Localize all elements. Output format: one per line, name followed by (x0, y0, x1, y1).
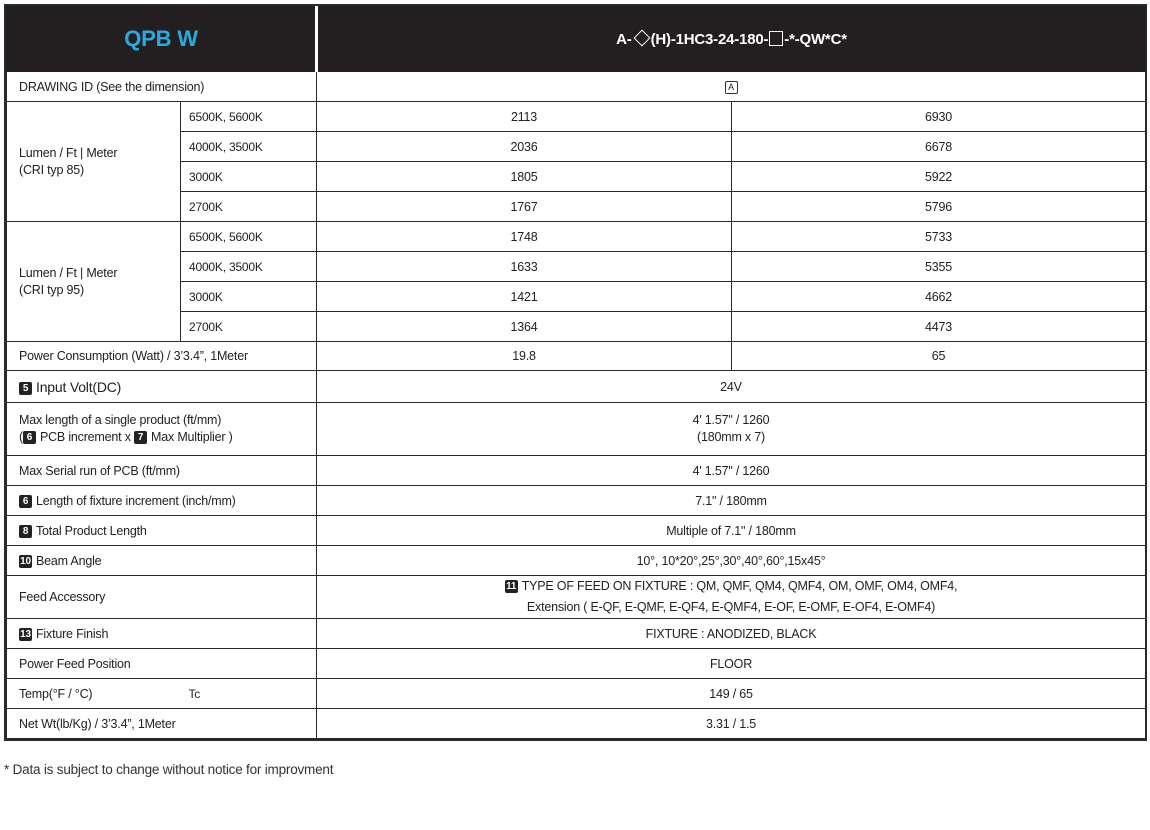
lumen-ft-value: 1364 (317, 312, 732, 342)
power-ft-value: 19.8 (317, 342, 732, 371)
beam-angle-row (7, 546, 1146, 576)
total-length-text: Total Product Length (36, 523, 147, 538)
lumen-ft-value: 1748 (317, 222, 732, 252)
total-length-value: Multiple of 7.1" / 180mm (317, 516, 1146, 546)
number-badge-icon: 10 (20, 555, 31, 567)
power-feed-position-label: Power Feed Position (7, 649, 317, 679)
lumen-ft-value: 2113 (317, 102, 732, 132)
feed-accessory-line1: TYPE OF FEED ON FIXTURE : QM, QMF, QM4, QMF4, OM, OMF, OM4, OMF4, (521, 579, 958, 593)
input-volt-text: Input Volt(DC) (36, 378, 122, 395)
max-serial-row (7, 456, 1146, 486)
lumen-m-value: 6930 (732, 102, 1146, 132)
lumen-ft-value: 2036 (317, 132, 732, 162)
lumen-m-value: 5733 (732, 222, 1146, 252)
model-name: QPB W (7, 7, 317, 72)
drawing-id-row (7, 72, 1146, 102)
cri95-label-line2: (CRI typ 95) (19, 282, 84, 297)
code-mid: (H)-1HC3-24-180- (650, 30, 769, 48)
max-length-mid: PCB increment x (39, 430, 135, 444)
number-badge-icon: 5 (19, 382, 32, 395)
code-suffix: -*-QW*C* (784, 30, 847, 48)
max-length-line1: Max length of a single product (ft/mm) (19, 413, 222, 427)
lumen-m-value: 5796 (732, 192, 1146, 222)
temp-sub-label: Tc (181, 679, 317, 709)
beam-angle-label (7, 546, 317, 576)
drawing-id-label: DRAWING ID (See the dimension) (7, 72, 317, 102)
temp-label: Temp(°F / °C) (7, 679, 181, 709)
fixture-finish-text: Fixture Finish (36, 626, 109, 641)
lumen-m-value: 6678 (732, 132, 1146, 162)
temp-row (7, 679, 1146, 709)
beam-angle-value: 10°, 10*20°,25°,30°,40°,60°,15x45° (317, 546, 1146, 576)
power-m-value: 65 (732, 342, 1146, 371)
net-weight-label: Net Wt(lb/Kg) / 3’3.4”, 1Meter (7, 709, 317, 739)
square-placeholder-icon (769, 31, 783, 46)
power-feed-position-row (7, 649, 1146, 679)
cri85-label (7, 102, 181, 222)
power-row (7, 342, 1146, 371)
net-weight-value: 3.31 / 1.5 (317, 709, 1146, 739)
max-length-value-line1: 4' 1.57" / 1260 (692, 413, 770, 427)
fixture-increment-row (7, 486, 1146, 516)
number-badge-icon: 8 (19, 525, 32, 538)
fixture-finish-value: FIXTURE : ANODIZED, BLACK (317, 619, 1146, 649)
cct-label: 4000K, 3500K (181, 252, 317, 282)
code-prefix: A- (616, 30, 632, 48)
input-volt-row (7, 371, 1146, 403)
feed-accessory-line2: Extension ( E-QF, E-QMF, E-QF4, E-QMF4, E-OF, E-OMF, E-OF4, E-OMF4) (526, 600, 936, 614)
input-volt-label (7, 371, 317, 403)
net-weight-row (7, 709, 1146, 739)
max-length-value (317, 403, 1146, 456)
total-length-label (7, 516, 317, 546)
cct-label: 3000K (181, 282, 317, 312)
lumen-ft-value: 1633 (317, 252, 732, 282)
lumen-m-value: 5355 (732, 252, 1146, 282)
cri95-label (7, 222, 181, 342)
cct-label: 6500K, 5600K (181, 102, 317, 132)
max-serial-value: 4' 1.57" / 1260 (317, 456, 1146, 486)
power-feed-position-value: FLOOR (317, 649, 1146, 679)
max-length-label (7, 403, 317, 456)
lumen-ft-value: 1805 (317, 162, 732, 192)
cct-label: 4000K, 3500K (181, 132, 317, 162)
drawing-id-value (317, 72, 1146, 102)
table-row (7, 222, 1146, 252)
diamond-placeholder-icon (633, 29, 650, 46)
cri85-label-line1: Lumen / Ft | Meter (19, 145, 118, 160)
product-code (317, 7, 1146, 72)
max-length-value-line2: (180mm x 7) (697, 430, 765, 444)
header-row (7, 7, 1146, 72)
feed-accessory-row (7, 576, 1146, 619)
fixture-finish-label (7, 619, 317, 649)
power-label: Power Consumption (Watt) / 3’3.4”, 1Meter (7, 342, 317, 371)
fixture-finish-row (7, 619, 1146, 649)
cct-label: 2700K (181, 312, 317, 342)
spec-table (4, 4, 1147, 741)
number-badge-icon: 6 (23, 431, 36, 444)
number-badge-icon: 11 (506, 581, 517, 592)
cri85-label-line2: (CRI typ 85) (19, 162, 84, 177)
number-badge-icon: 6 (19, 495, 32, 508)
input-volt-value: 24V (317, 371, 1146, 403)
feed-accessory-value (317, 576, 1146, 619)
number-badge-icon: 7 (134, 431, 147, 444)
footnote: * Data is subject to change without notice for improvment (4, 762, 334, 777)
cct-label: 6500K, 5600K (181, 222, 317, 252)
fixture-increment-text: Length of fixture increment (inch/mm) (36, 493, 236, 508)
table-row (7, 102, 1146, 132)
cri95-label-line1: Lumen / Ft | Meter (19, 265, 118, 280)
lumen-m-value: 4473 (732, 312, 1146, 342)
fixture-increment-label (7, 486, 317, 516)
temp-value: 149 / 65 (317, 679, 1146, 709)
total-length-row (7, 516, 1146, 546)
cct-label: 3000K (181, 162, 317, 192)
fixture-increment-value: 7.1" / 180mm (317, 486, 1146, 516)
max-serial-label: Max Serial run of PCB (ft/mm) (7, 456, 317, 486)
max-length-row (7, 403, 1146, 456)
max-length-end: Max Multiplier ) (151, 430, 233, 444)
lumen-m-value: 5922 (732, 162, 1146, 192)
lumen-m-value: 4662 (732, 282, 1146, 312)
beam-angle-text: Beam Angle (36, 553, 102, 568)
max-length-pre: ( (19, 430, 23, 444)
number-badge-icon: 13 (20, 628, 31, 640)
feed-accessory-label: Feed Accessory (7, 576, 317, 619)
drawing-a-icon: A (725, 81, 738, 94)
cct-label: 2700K (181, 192, 317, 222)
lumen-ft-value: 1421 (317, 282, 732, 312)
lumen-ft-value: 1767 (317, 192, 732, 222)
